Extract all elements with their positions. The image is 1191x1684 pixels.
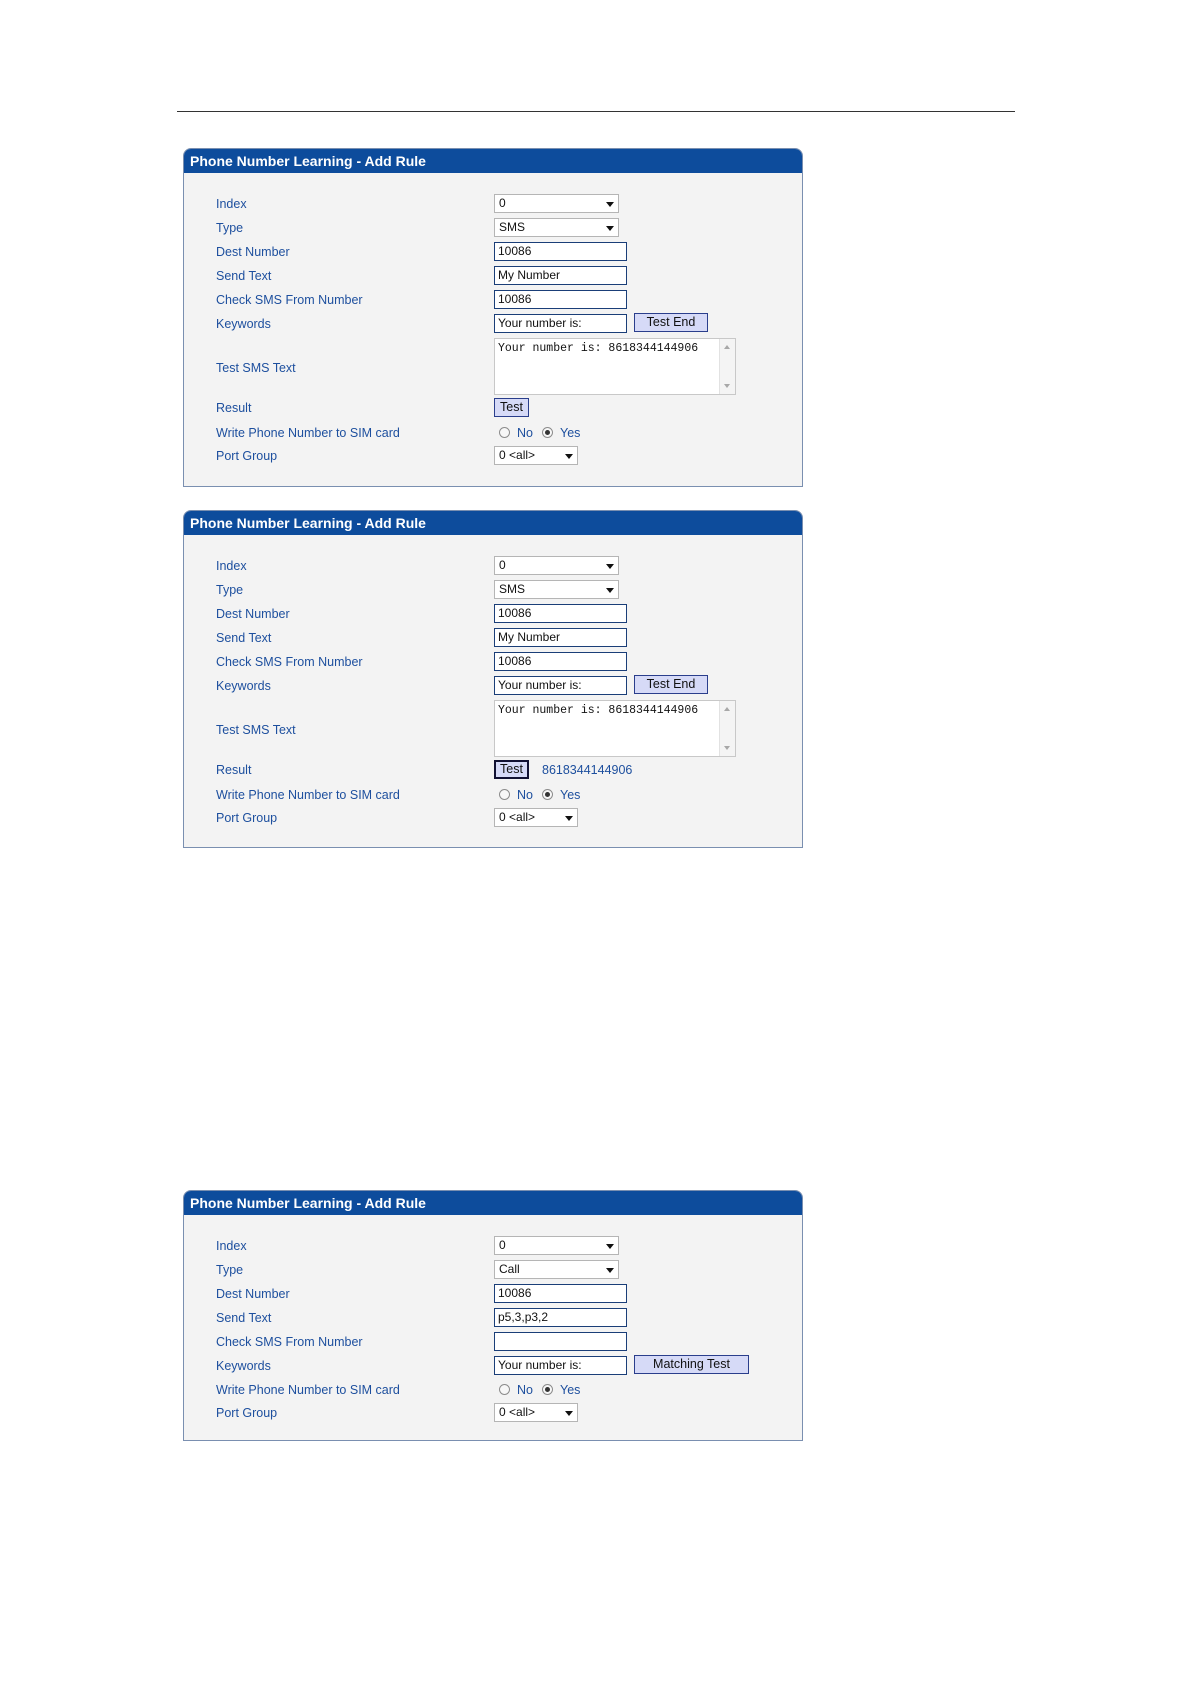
index-select[interactable] xyxy=(494,1236,619,1255)
keywords-label: Keywords xyxy=(216,317,271,331)
type-select[interactable] xyxy=(494,1260,619,1279)
check-sms-from-input[interactable] xyxy=(494,1332,627,1351)
write-phone-label: Write Phone Number to SIM card xyxy=(216,788,400,802)
type-label: Type xyxy=(216,221,244,235)
check-sms-from-label: Check SMS From Number xyxy=(216,293,363,307)
index-select-value: 0 xyxy=(499,1238,506,1252)
test-button[interactable]: Test xyxy=(494,398,529,417)
type-label: Type xyxy=(216,1263,244,1277)
port-group-value: 0 <all> xyxy=(499,1405,536,1419)
chevron-down-icon xyxy=(606,1244,614,1249)
test-sms-text-label: Test SMS Text xyxy=(216,361,296,375)
test-end-button[interactable]: Test End xyxy=(634,313,708,332)
write-phone-label: Write Phone Number to SIM card xyxy=(216,426,400,440)
send-text-input[interactable]: My Number xyxy=(494,266,627,285)
index-label: Index xyxy=(216,1239,247,1253)
index-select-value: 0 xyxy=(499,196,506,210)
write-yes-radio[interactable] xyxy=(542,789,553,800)
add-rule-panel-3 xyxy=(183,1190,803,1441)
add-rule-panel-1 xyxy=(183,148,803,487)
test-sms-text: Your number is: 8618344144906 xyxy=(498,704,699,717)
test-sms-text-label: Test SMS Text xyxy=(216,723,296,737)
port-group-value: 0 <all> xyxy=(499,810,536,824)
dest-number-label: Dest Number xyxy=(216,1287,290,1301)
dest-number-label: Dest Number xyxy=(216,607,290,621)
chevron-down-icon xyxy=(606,202,614,207)
dest-number-input[interactable]: 10086 xyxy=(494,242,627,261)
test-sms-text: Your number is: 8618344144906 xyxy=(498,342,699,355)
dest-number-input[interactable]: 10086 xyxy=(494,1284,627,1303)
keywords-input[interactable]: Your number is: xyxy=(494,676,627,695)
result-label: Result xyxy=(216,401,252,415)
chevron-down-icon xyxy=(565,1411,573,1416)
result-value: 8618344144906 xyxy=(542,763,633,777)
port-group-label: Port Group xyxy=(216,449,278,463)
write-no-label: No xyxy=(517,1383,533,1397)
write-no-label: No xyxy=(517,788,533,802)
panel-title: Phone Number Learning - Add Rule xyxy=(184,1191,802,1215)
type-select[interactable] xyxy=(494,580,619,599)
test-button[interactable]: Test xyxy=(494,760,529,779)
port-group-select[interactable] xyxy=(494,446,578,465)
send-text-label: Send Text xyxy=(216,1311,272,1325)
write-phone-label: Write Phone Number to SIM card xyxy=(216,1383,400,1397)
type-label: Type xyxy=(216,583,244,597)
send-text-label: Send Text xyxy=(216,269,272,283)
test-sms-textarea[interactable] xyxy=(494,700,736,757)
send-text-label: Send Text xyxy=(216,631,272,645)
check-sms-from-input[interactable]: 10086 xyxy=(494,652,627,671)
scroll-down-icon[interactable] xyxy=(724,384,730,388)
chevron-down-icon xyxy=(606,1268,614,1273)
add-rule-panel-2 xyxy=(183,510,803,848)
result-label: Result xyxy=(216,763,252,777)
index-select-value: 0 xyxy=(499,558,506,572)
chevron-down-icon xyxy=(606,588,614,593)
test-end-button[interactable]: Test End xyxy=(634,675,708,694)
write-yes-radio[interactable] xyxy=(542,1384,553,1395)
index-select[interactable] xyxy=(494,556,619,575)
write-yes-label: Yes xyxy=(560,788,581,802)
index-label: Index xyxy=(216,559,247,573)
chevron-down-icon xyxy=(565,454,573,459)
port-group-select[interactable] xyxy=(494,808,578,827)
keywords-input[interactable]: Your number is: xyxy=(494,314,627,333)
check-sms-from-label: Check SMS From Number xyxy=(216,655,363,669)
scroll-up-icon[interactable] xyxy=(724,707,730,711)
index-label: Index xyxy=(216,197,247,211)
write-yes-label: Yes xyxy=(560,426,581,440)
page-top-rule xyxy=(177,111,1015,112)
type-select-value: SMS xyxy=(499,220,526,234)
keywords-label: Keywords xyxy=(216,679,271,693)
index-select[interactable] xyxy=(494,194,619,213)
write-no-radio[interactable] xyxy=(499,1384,510,1395)
type-select-value: Call xyxy=(499,1262,520,1276)
chevron-down-icon xyxy=(565,816,573,821)
write-no-radio[interactable] xyxy=(499,427,510,438)
matching-test-button[interactable]: Matching Test xyxy=(634,1355,749,1374)
panel-title: Phone Number Learning - Add Rule xyxy=(184,149,802,173)
keywords-input[interactable]: Your number is: xyxy=(494,1356,627,1375)
keywords-label: Keywords xyxy=(216,1359,271,1373)
write-yes-radio[interactable] xyxy=(542,427,553,438)
dest-number-label: Dest Number xyxy=(216,245,290,259)
port-group-select[interactable] xyxy=(494,1403,578,1422)
scroll-up-icon[interactable] xyxy=(724,345,730,349)
chevron-down-icon xyxy=(606,564,614,569)
textarea-scrollbar[interactable] xyxy=(719,701,735,756)
chevron-down-icon xyxy=(606,226,614,231)
dest-number-input[interactable]: 10086 xyxy=(494,604,627,623)
textarea-scrollbar[interactable] xyxy=(719,339,735,394)
test-sms-textarea[interactable] xyxy=(494,338,736,395)
port-group-value: 0 <all> xyxy=(499,448,536,462)
type-select[interactable] xyxy=(494,218,619,237)
panel-title: Phone Number Learning - Add Rule xyxy=(184,511,802,535)
write-no-radio[interactable] xyxy=(499,789,510,800)
scroll-down-icon[interactable] xyxy=(724,746,730,750)
send-text-input[interactable]: p5,3,p3,2 xyxy=(494,1308,627,1327)
write-no-label: No xyxy=(517,426,533,440)
port-group-label: Port Group xyxy=(216,1406,278,1420)
type-select-value: SMS xyxy=(499,582,526,596)
check-sms-from-input[interactable]: 10086 xyxy=(494,290,627,309)
check-sms-from-label: Check SMS From Number xyxy=(216,1335,363,1349)
port-group-label: Port Group xyxy=(216,811,278,825)
send-text-input[interactable]: My Number xyxy=(494,628,627,647)
write-yes-label: Yes xyxy=(560,1383,581,1397)
